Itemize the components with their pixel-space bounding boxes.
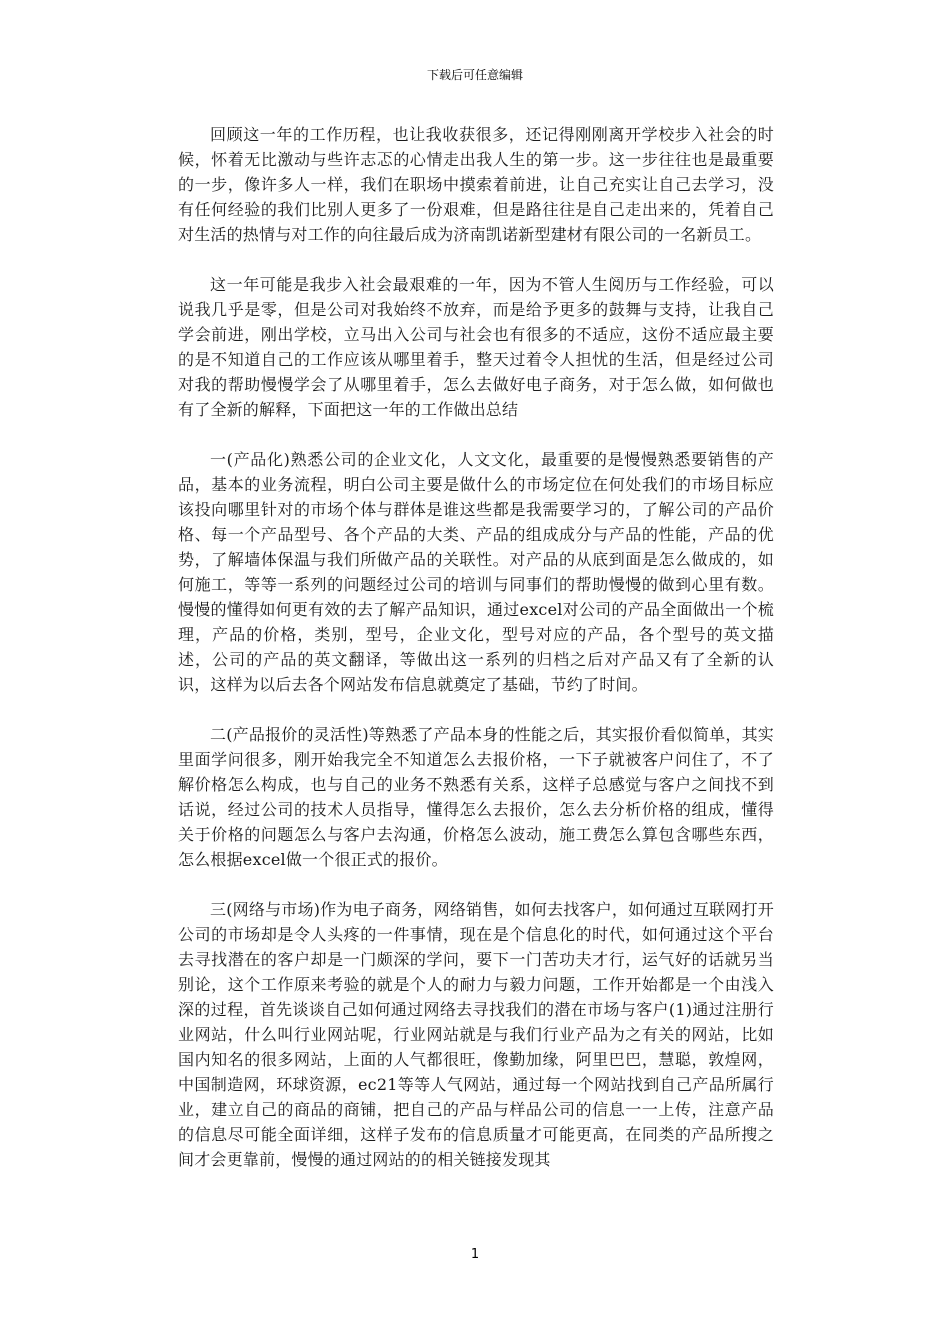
paragraph-section-two: 二(产品报价的灵活性)等熟悉了产品本身的性能之后，其实报价看似简单，其实里面学问很多，刚开始我完全不知道怎么去报价格，一下子就被客户问住了，不了解价格怎么构成，也与自己的业务不熟悉有关系，这样子总感觉与客户之间找不到话说，经过公司的技术人员指导，懂得怎么去报价，怎么去分析价格的组成，懂得关于价格的问题怎么与客户去沟通，价格怎么波动，施工费怎么算包含哪些东西，怎么根据excel做一个很正式的报价。 — [178, 725, 774, 869]
paragraph-section-one: 一(产品化)熟悉公司的企业文化，人文文化，最重要的是慢慢熟悉要销售的产品，基本的业务流程，明白公司主要是做什么的市场定位在何处我们的市场目标应该投向哪里针对的市场个体与群体是谁这些都是我需要学习的，了解公司的产品价格、每一个产品型号、各个产品的大类、产品的组成成分与产品的性能，产品的优势，了解墙体保温与我们所做产品的关联性。对产品的从底到面是怎么做成的，如何施工，等等一系列的问题经过公司的培训与同事们的帮助慢慢的做到心里有数。慢慢的懂得如何更有效的去了解产品知识，通过excel对公司的产品全面做出一个梳理，产品的价格，类别，型号，企业文化，型号对应的产品，各个型号的英文描述，公司的产品的英文翻译，等做出这一系列的归档之后对产品又有了全新的认识，这样为以后去各个网站发布信息就奠定了基础，节约了时间。 — [178, 450, 774, 694]
page-header: 下载后可任意编辑 — [426, 68, 523, 82]
paragraph-section-three: 三(网络与市场)作为电子商务，网络销售，如何去找客户，如何通过互联网打开公司的市场却是令人头疼的一件事情，现在是个信息化的时代，如何通过这个平台去寻找潜在的客户却是一门颇深的学问，要下一门苦功夫才行，运气好的话就另当别论，这个工作原来考验的就是个人的耐力与毅力问题，工作开始都是一个由浅入深的过程，首先谈谈自己如何通过网络去寻找我们的潜在市场与客户(1)通过注册行业网站，什么叫行业网站呢，行业网站就是与我们行业产品为之有关的网站，比如国内知名的很多网站，上面的人气都很旺，像勤加缘，阿里巴巴，慧聪，敦煌网，中国制造网，环球资源，ec21等等人气网站，通过每一个网站找到自己产品所属行业，建立自己的商品的商铺，把自己的产品与样品公司的信息一一上传，注意产品的信息尽可能全面详细，这样子发布的信息质量才可能更高，在同类的产品所搜之间才会更靠前，慢慢的通过网站的的相关链接发现其 — [178, 900, 774, 1169]
page-number: 1 — [470, 1247, 480, 1262]
paragraph-first-year: 这一年可能是我步入社会最艰难的一年，因为不管人生阅历与工作经验，可以说我几乎是零，但是公司对我始终不放弃，而是给予更多的鼓舞与支持，让我自己学会前进，刚出学校，立马出入公司与社会也有很多的不适应，这份不适应最主要的是不知道自己的工作应该从哪里着手，整天过着令人担忧的生活，但是经过公司对我的帮助慢慢学会了从哪里着手，怎么去做好电子商务，对于怎么做，如何做也有了全新的解释，下面把这一年的工作做出总结 — [178, 275, 774, 419]
paragraph-review: 回顾这一年的工作历程，也让我收获很多，还记得刚刚离开学校步入社会的时候，怀着无比激动与些许志忑的心情走出我人生的第一步。这一步往往也是最重要的一步，像许多人一样，我们在职场中摸索着前进，让自己充实让自己去学习，没有任何经验的我们比别人更多了一份艰难，但是路往往是自己走出来的，凭着自己对生活的热情与对工作的向往最后成为济南凯诺新型建材有限公司的一名新员工。 — [178, 125, 774, 244]
document-body — [178, 122, 774, 1172]
